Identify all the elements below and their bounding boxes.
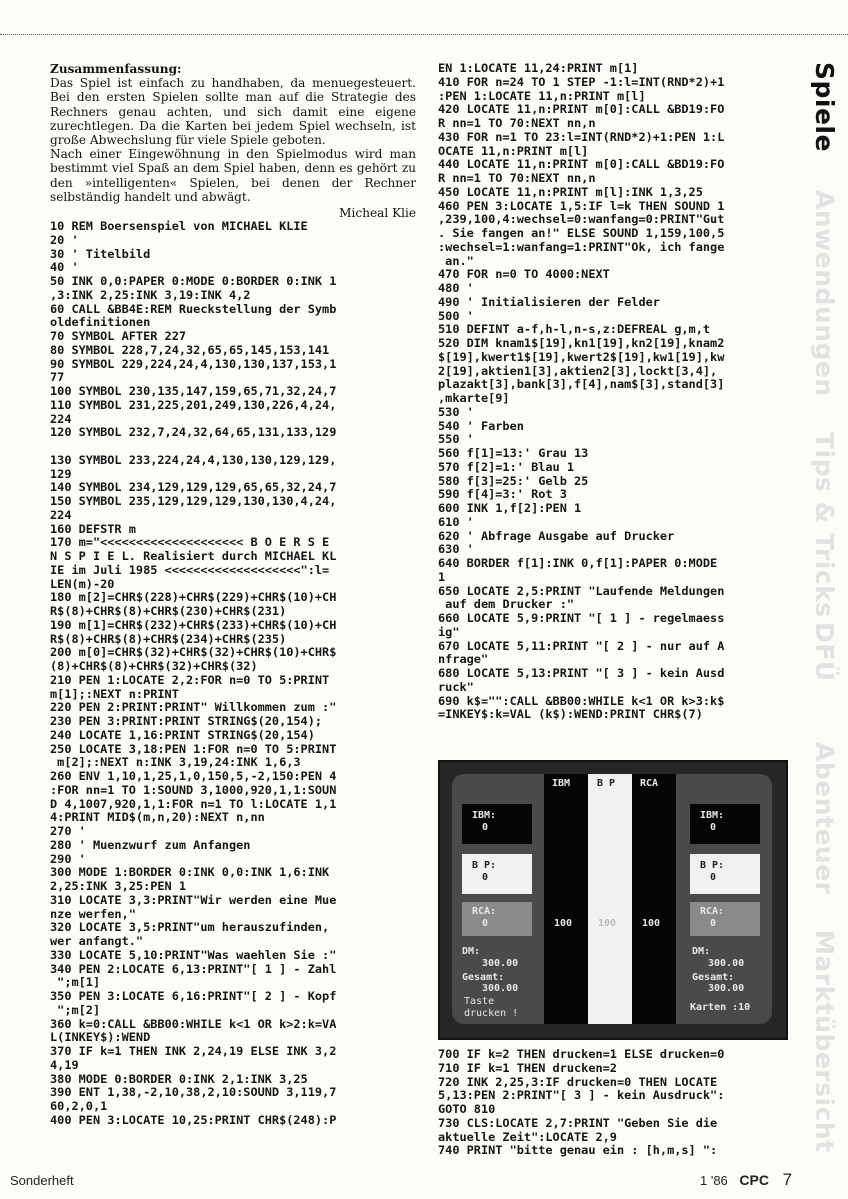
footer-publication: Sonderheft [10,1173,74,1188]
code-listing-right-bottom: 700 IF k=2 THEN drucken=1 ELSE drucken=0 710 IF k=1 THEN drucken=2 720 INK 2,25,3:IF drucken=0 THEN LOCATE 5,13:PEN 2:PRINT"[ 3 ] - kein Ausdruck": GOTO 810 730 CLS:LOCATE 2,7:PRINT "Geben Sie die aktuelle Zeit":LOCATE 2,9 740 PRINT "bitte genau ein : [h,m,s] ": [438,1047,725,1158]
ges-right-value: 300.00 [708,983,745,994]
price-bp: 100 [598,918,617,929]
col-rca-label: RCA [640,778,659,789]
ibm-column-bar [544,774,588,1024]
price-rca: 100 [642,918,661,929]
game-screenshot [438,760,788,1040]
tab-anwendungen[interactable]: Anwendungen [810,190,839,397]
dm-left-label: DM: [462,946,481,957]
tab-spiele[interactable]: Spiele [810,62,839,152]
rca-column-bar [632,774,676,1024]
code-listing-right-top: EN 1:LOCATE 11,24:PRINT m[1] 410 FOR n=24 TO 1 STEP -1:l=INT(RND*2)+1 :PEN 1:LOCATE 11,n:PRINT m[l] 420 LOCATE 11,n:PRINT m[0]:CALL &BD19:FO R nn=1 TO 70:NEXT nn,n 430 FOR n=1 TO 23:l=INT(RND*2)+1:PEN 1:L OCATE 11,n:PRINT m[l] 440 LOCATE 11,n:PRINT m[0]:CALL &BD19:FO R nn=1 TO 70:NEXT nn,n 450 LOCATE 11,n:PRINT m[l]:INK 1,3,25 460 PEN 3:LOCATE 1,5:IF l=k THEN SOUND 1 ,239,100,4:wechsel=0:wanfang=0:PRINT"Gut . Sie fangen an!" ELSE SOUND 1,159,100,5 :wechsel=1:wanfang=1:PRINT"Ok, ich fange an." 470 FOR n=0 TO 4000:NEXT 480 ' 490 ' Initialisieren der Felder 500 ' 510 DEFINT a-f,h-l,n-s,z:DEFREAL g,m,t 520 DIM knam1$[19],kn1[19],kn2[19],knam2 $[19],kwert1$[19],kwert2$[19],kw1[19],kw 2[19],aktien1[3],aktien2[3],lockt[3,4], plazakt[3],bank[3],f[4],nam$[3],stand[3] ,mkarte[9] 530 ' 540 ' Farben 550 ' 560 f[1]=13:' Grau 13 570 f[2]=1:' Blau 1 580 f[3]=25:' Gelb 25 590 f[4]=3:' Rot 3 600 INK 1,f[2]:PEN 1 610 ' 620 ' Abfrage Ausgabe auf Drucker 630 ' 640 BORDER f[1]:INK 0,f[1]:PAPER 0:MODE 1 650 LOCATE 2,5:PRINT "Laufende Meldungen auf dem Drucker :" 660 LOCATE 5,9:PRINT "[ 1 ] - regelmaess ig" 670 LOCATE 5,11:PRINT "[ 2 ] - nur auf A nfrage" 680 LOCATE 5,13:PRINT "[ 3 ] - kein Ausd ruck" 690 k$="":CALL &BB00:WHILE k<1 OR k>3:k$ =INKEY$:k=VAL (k$):WEND:PRINT CHR$(7) [438,61,725,722]
left-rca-label: RCA: [472,906,497,917]
right-column [438,62,790,722]
tab-marktuebersicht[interactable]: Marktübersicht [810,930,839,1153]
col-ibm-label: IBM [552,778,571,789]
col-bp-label: B P [597,778,616,789]
footer-magazine-logo: CPC [739,1172,769,1188]
page-number: 7 [782,1170,793,1189]
ges-left-label: Gesamt: [462,972,505,983]
footer-issue-info [700,1170,792,1190]
code-listing-left: 10 REM Boersenspiel von MICHAEL KLIE 20 ' 30 ' Titelbild 40 ' 50 INK 0,0:PAPER 0:MODE 0:BORDER 0:INK 1 ,3:INK 2,25:INK 3,19:INK 4,2 60 CALL &BB4E:REM Rueckstellung der Symb oldefinitionen 70 SYMBOL AFTER 227 80 SYMBOL 228,7,24,32,65,65,145,153,141 90 SYMBOL 229,224,24,4,130,130,137,153,1 77 100 SYMBOL 230,135,147,159,65,71,32,24,7 110 SYMBOL 231,225,201,249,130,226,4,24, 224 120 SYMBOL 232,7,24,32,64,65,131,133,129 130 SYMBOL 233,224,24,4,130,130,129,129, 129 140 SYMBOL 234,129,129,129,65,65,32,24,7 150 SYMBOL 235,129,129,129,130,130,4,24, 224 160 DEFSTR m 170 m="<<<<<<<<<<<<<<<<<<<< B O E R S E N S P I E L. Realisiert durch MICHAEL KL IE im Juli 1985 <<<<<<<<<<<<<<<<<<<":l= LEN(m)-20 180 m[2]=CHR$(228)+CHR$(229)+CHR$(10)+CH R$(8)+CHR$(8)+CHR$(230)+CHR$(231) 190 m[1]=CHR$(232)+CHR$(233)+CHR$(10)+CH R$(8)+CHR$(8)+CHR$(234)+CHR$(235) 200 m[0]=CHR$(32)+CHR$(32)+CHR$(10)+CHR$ (8)+CHR$(8)+CHR$(32)+CHR$(32) 210 PEN 1:LOCATE 2,2:FOR n=0 TO 5:PRINT m[1];:NEXT n:PRINT 220 PEN 2:PRINT:PRINT" Willkommen zum :" 230 PEN 3:PRINT:PRINT STRING$(20,154); 240 LOCATE 1,16:PRINT STRING$(20,154) 250 LOCATE 3,18:PEN 1:FOR n=0 TO 5:PRINT m[2];:NEXT n:INK 3,19,24:INK 1,6,3 260 ENV 1,10,1,25,1,0,150,5,-2,150:PEN 4 :FOR nn=1 TO 1:SOUND 3,1000,920,1,1:SOUN D 4,1007,920,1,1:FOR n=1 TO l:LOCATE 1,1 4:PRINT MID$(m,n,20):NEXT n,nn 270 ' 280 ' Muenzwurf zum Anfangen 290 ' 300 MODE 1:BORDER 0:INK 0,0:INK 1,6:INK 2,25:INK 3,25:PEN 1 310 LOCATE 3,3:PRINT"Wir werden eine Mue nze werfen," 320 LOCATE 3,5:PRINT"um herauszufinden, wer anfangt." 330 LOCATE 5,10:PRINT"Was waehlen Sie :" 340 PEN 2:LOCATE 6,13:PRINT"[ 1 ] - Zahl ";m[1] 350 PEN 3:LOCATE 6,16:PRINT"[ 2 ] - Kopf ";m[2] 360 k=0:CALL &BB00:WHILE k<1 OR k>2:k=VA L(INKEY$):WEND 370 IF k=1 THEN INK 2,24,19 ELSE INK 3,2 4,19 380 MODE 0:BORDER 0:INK 2,1:INK 3,25 390 ENT 1,38,-2,10,38,2,10:SOUND 3,119,7 60,2,0,1 400 PEN 3:LOCATE 10,25:PRINT CHR$(248):P [50,219,337,1127]
tab-dfue[interactable]: DFÜ [810,622,839,682]
right-bp-label: B P: [700,860,725,871]
left-ibm-value: 0 [482,822,489,833]
bp-column-bar [588,774,632,1024]
summary-heading: Zusammenfassung: [50,62,182,76]
right-rca-label: RCA: [700,906,725,917]
tab-abenteuer[interactable]: Abenteuer [810,742,839,895]
ges-left-value: 300.00 [482,983,519,994]
footer-issue: 1 '86 [700,1173,728,1188]
left-bp-value: 0 [482,872,489,883]
left-column [50,62,416,1128]
left-ibm-label: IBM: [472,810,497,821]
druecken-label: drucken ! [464,1008,519,1019]
dm-right-value: 300.00 [708,958,745,969]
right-rca-value: 0 [710,918,717,929]
right-ibm-value: 0 [710,822,717,833]
taste-label: Taste [464,996,495,1007]
dm-right-label: DM: [692,946,711,957]
summary-paragraph-2: Nach einer Eingewöhnung in den Spielmodus wird man bestimmt viel Spaß an dem Spiel haben, denn es gehört zu den »intelligenten« Spielen, bei denen der Rechner selbständig handelt und abwägt. [50,147,416,204]
top-dotted-rule [0,34,848,35]
right-bp-value: 0 [710,872,717,883]
ges-right-label: Gesamt: [692,972,735,983]
left-rca-value: 0 [482,918,489,929]
left-bp-label: B P: [472,860,497,871]
right-ibm-label: IBM: [700,810,725,821]
author-name: Micheal Klie [339,206,416,221]
dm-left-value: 300.00 [482,958,519,969]
crt-screen [452,774,772,1024]
summary-paragraph-1: Das Spiel ist einfach zu handhaben, da menuegesteuert. Bei den ersten Spielen sollte man auf die Strategie des Rechners genau achten, und sich damit eine eigene zurechtlegen. Da die Karten bei jedem Spiel wechseln, ist große Abwechslung für viele Spiele geboten. [50,76,416,148]
price-ibm: 100 [554,918,573,929]
karten-label: Karten :10 [690,1002,751,1013]
tab-tips-tricks[interactable]: Tips & Tricks [810,432,839,618]
summary-box [50,62,416,204]
section-side-tabs [806,62,844,1162]
